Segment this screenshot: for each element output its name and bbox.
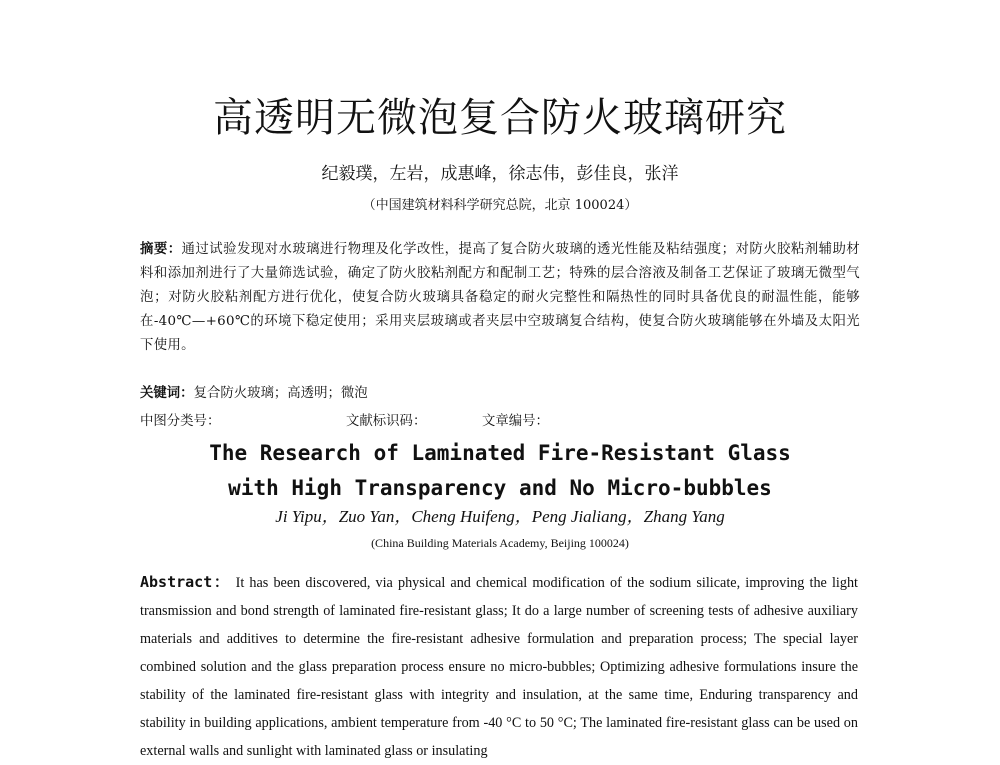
english-title-line2: with High Transparency and No Micro-bubbles — [228, 476, 772, 500]
english-title — [0, 436, 1000, 506]
chinese-title: 高透明无微泡复合防火玻璃研究 — [213, 95, 787, 141]
document-code-label: 文献标识码： — [346, 414, 427, 429]
chinese-abstract-text: 通过试验发现对水玻璃进行物理及化学改性，提高了复合防火玻璃的透光性能及粘结强度；对防火胶粘剂辅助材料和添加剂进行了大量筛选试验，确定了防火胶粘剂配方和配制工艺；特殊的层合溶液及制备工艺保证了玻璃无微型气泡；对防火胶粘剂配方进行优化，使复合防火玻璃具备稳定的耐火完整性和隔热性的同时具备优良的耐温性能，能够在-40℃—+60℃的环境下稳定使用；采用夹层玻璃或者夹层中空玻璃复合结构，使复合防火玻璃能够在外墙及太阳光下使用。 — [140, 242, 860, 353]
chinese-abstract — [140, 237, 860, 358]
chinese-affiliation: （中国建筑材料科学研究总院，北京 100024） — [362, 198, 638, 213]
chinese-keywords-label: 关键词： — [140, 385, 194, 401]
clc-label: 中图分类号： — [140, 414, 221, 429]
chinese-keywords — [140, 382, 368, 401]
english-abstract-label: Abstract： — [140, 573, 231, 591]
chinese-abstract-label: 摘要： — [140, 241, 182, 257]
english-affiliation: (China Building Materials Academy, Beijing 100024) — [371, 536, 629, 550]
chinese-authors: 纪毅璞，左岩，成惠峰，徐志伟，彭佳良，张洋 — [321, 164, 679, 184]
chinese-keywords-text: 复合防火玻璃；高透明；微泡 — [193, 386, 368, 401]
english-authors: Ji Yipu，Zuo Yan，Cheng Huifeng，Peng Jialiang，Zhang Yang — [275, 507, 725, 526]
english-abstract-text: It has been discovered, via physical and chemical modification of the sodium silicate, improving the light transmission and bond strength of laminated fire-resistant glass; It do a large number of screening tests of adhesive auxiliary materials and additives to determine the fire-resistant adhesive formulation and preparation process; The special layer combined solution and the glass preparation process ensure no micro-bubbles; Optimizing adhesive formulations insure the stability of the laminated fire-resistant glass with integrity and insulation, at the same time, Enduring transparency and stability in building applications, ambient temperature from -40 °C to 50 °C; The laminated fire-resistant glass can be used on external walls and sunlight with laminated glass or insulating — [140, 575, 858, 759]
english-abstract — [140, 568, 858, 765]
english-title-line1: The Research of Laminated Fire-Resistant Glass — [209, 441, 791, 465]
article-id-label: 文章编号： — [482, 414, 549, 429]
